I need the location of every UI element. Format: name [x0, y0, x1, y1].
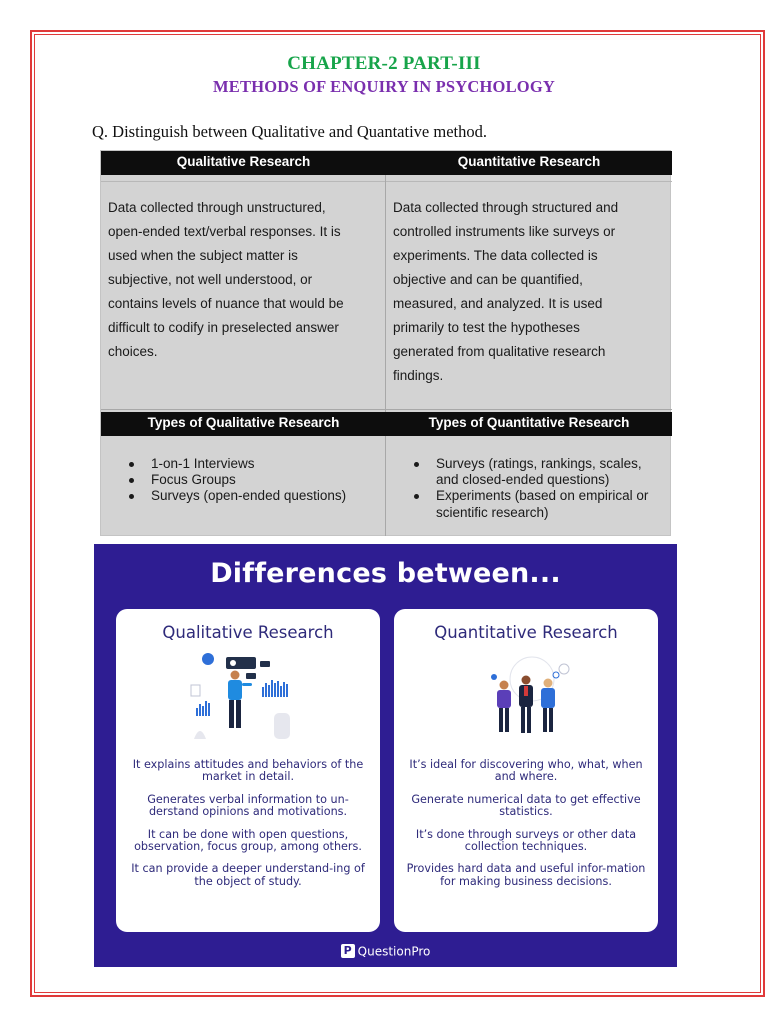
quantitative-card-title: Quantitative Research — [434, 623, 618, 642]
list-item: Focus Groups — [129, 472, 379, 488]
table-header-quantitative: Quantitative Research — [386, 151, 672, 175]
quantitative-line: Data collected through structured and — [393, 200, 619, 215]
differences-infographic — [94, 544, 677, 967]
qualitative-line: difficult to codify in preselected answer — [108, 320, 339, 335]
brand-name: QuestionPro — [357, 944, 431, 958]
quantitative-line: primarily to test the hypotheses — [393, 320, 580, 335]
quantitative-point: It’s done through surveys or other data collection techniques. — [415, 827, 637, 854]
qualitative-line: contains levels of nuance that would be — [108, 296, 344, 311]
qualitative-description — [108, 196, 380, 364]
comparison-table — [100, 150, 671, 536]
question-text: Q. Distinguish between Qualitative and Quantative method. — [92, 122, 487, 141]
team-of-people-illustration — [466, 653, 586, 745]
qualitative-point: It explains attitudes and behaviors of the market in detail. — [132, 758, 364, 784]
questionpro-brand — [94, 944, 677, 959]
quantitative-card — [394, 609, 658, 932]
quantitative-description — [393, 196, 665, 388]
qualitative-line: choices. — [108, 344, 158, 359]
qualitative-card-title: Qualitative Research — [162, 623, 334, 642]
quantitative-point: Generate numerical data to get effective statistics. — [411, 792, 641, 819]
qualitative-line: used when the subject matter is — [108, 248, 298, 263]
qualitative-point: Generates verbal information to un-derstand opinions and motivations. — [147, 792, 349, 819]
qualitative-types-list — [129, 456, 379, 505]
list-item: Surveys (ratings, rankings, scales, and closed-ended questions) — [414, 456, 664, 488]
types-header-qualitative: Types of Qualitative Research — [101, 412, 386, 436]
qualitative-point: It can be done with open questions, observation, focus group, among others. — [134, 827, 362, 854]
quantitative-line: controlled instruments like surveys or — [393, 224, 616, 239]
table-row-divider — [101, 409, 672, 410]
chapter-title: CHAPTER-2 PART-III — [287, 53, 481, 74]
quantitative-line: experiments. The data collected is — [393, 248, 598, 263]
quantitative-line: generated from qualitative research — [393, 344, 606, 359]
table-header-qualitative: Qualitative Research — [101, 151, 386, 175]
qualitative-points — [128, 759, 368, 898]
qualitative-card — [116, 609, 380, 932]
quantitative-point: It’s ideal for discovering who, what, when and where. — [409, 758, 643, 784]
list-item: Experiments (based on empirical or scientific research) — [414, 488, 664, 520]
quantitative-line: measured, and analyzed. It is used — [393, 296, 603, 311]
quantitative-line: objective and can be quantified, — [393, 272, 583, 287]
table-divider — [101, 181, 672, 182]
questionpro-logo: P — [341, 944, 355, 958]
quantitative-points — [406, 759, 646, 898]
infographic-heading: Differences between... — [210, 558, 561, 589]
list-item: Surveys (open-ended questions) — [129, 488, 379, 504]
list-item: 1-on-1 Interviews — [129, 456, 379, 472]
section-title: METHODS OF ENQUIRY IN PSYCHOLOGY — [213, 77, 555, 96]
quantitative-types-list — [414, 456, 664, 521]
qualitative-point: It can provide a deeper understand-ing of the object of study. — [131, 862, 365, 888]
analyst-with-charts-illustration — [188, 653, 308, 745]
types-header-quantitative: Types of Quantitative Research — [386, 412, 672, 436]
quantitative-line: findings. — [393, 368, 444, 383]
qualitative-line: Data collected through unstructured, — [108, 200, 326, 215]
table-column-divider — [385, 175, 386, 536]
qualitative-line: open-ended text/verbal responses. It is — [108, 224, 341, 239]
quantitative-point: Provides hard data and useful infor-mation for making business decisions. — [406, 862, 646, 888]
qualitative-line: subjective, not well understood, or — [108, 272, 313, 287]
